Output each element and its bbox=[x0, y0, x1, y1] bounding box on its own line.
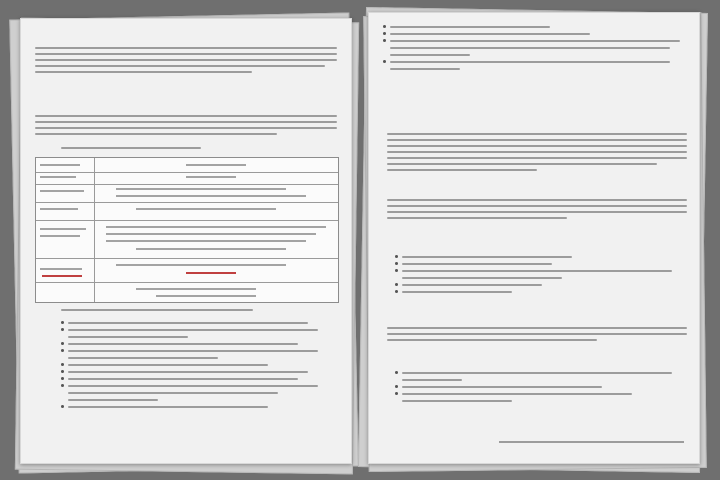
subsection-1-paragraph bbox=[387, 327, 687, 345]
closing-line bbox=[499, 441, 684, 443]
sample-form-table bbox=[35, 157, 339, 303]
table-note bbox=[61, 309, 301, 315]
left-document-page bbox=[20, 18, 352, 464]
right-top-bullets bbox=[383, 25, 683, 74]
intro-paragraph bbox=[35, 47, 337, 77]
table-caption bbox=[61, 147, 261, 153]
section-2-paragraph-2 bbox=[387, 199, 687, 223]
subsection-1-list bbox=[395, 255, 685, 297]
subsection-2-list bbox=[395, 371, 685, 406]
right-document-page bbox=[368, 12, 700, 464]
section-1-paragraph bbox=[35, 115, 337, 139]
section-2-paragraph-1 bbox=[387, 133, 687, 175]
left-bullet-list bbox=[61, 321, 331, 412]
